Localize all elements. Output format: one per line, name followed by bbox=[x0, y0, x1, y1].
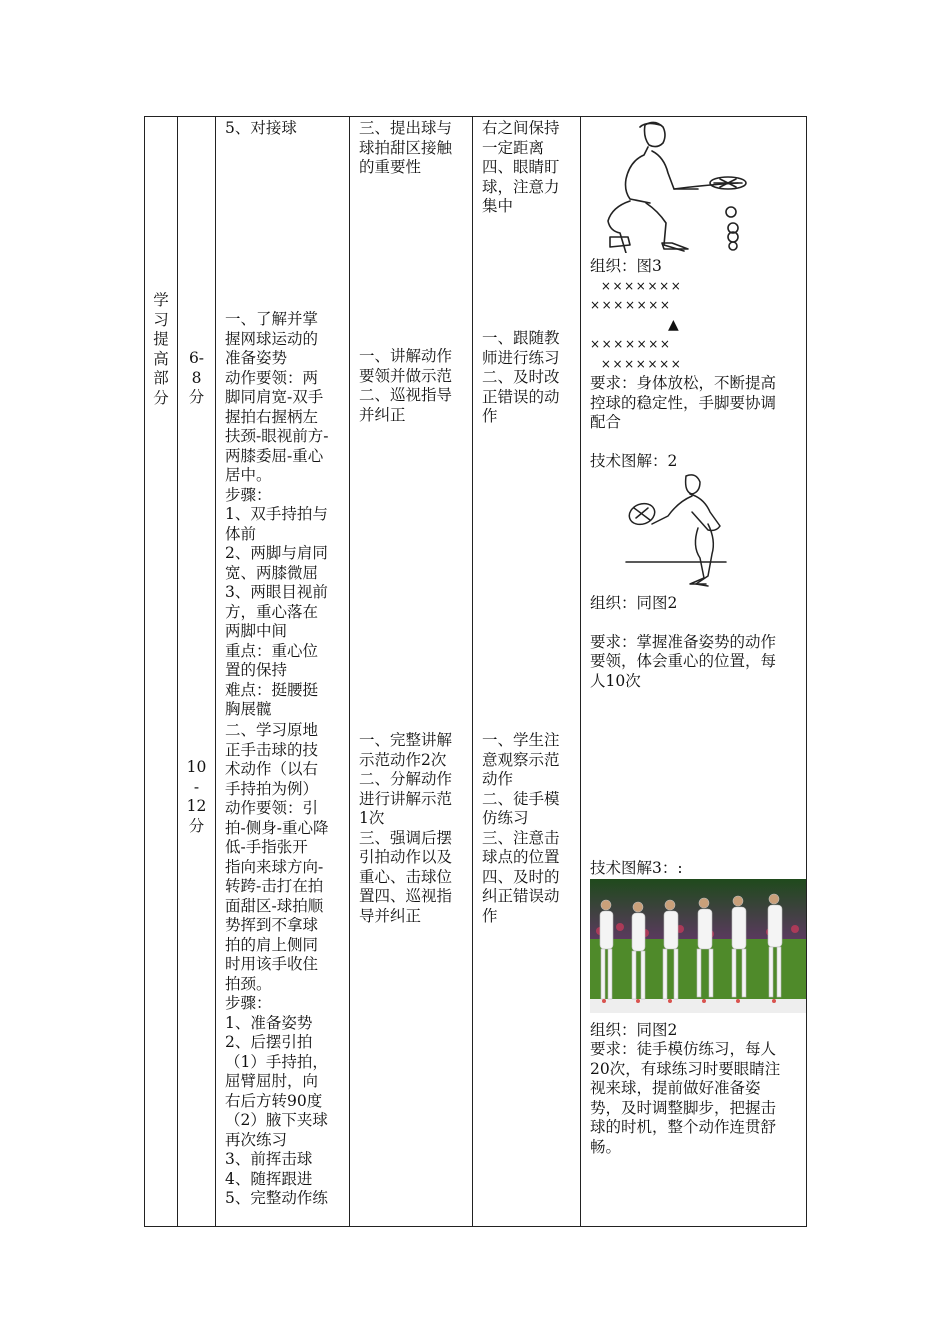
content-line: 3、前挥击球 bbox=[225, 1150, 313, 1168]
student-line: 作 bbox=[482, 407, 498, 425]
content-line: 转跨-击打在拍 bbox=[225, 877, 324, 895]
column-divider bbox=[177, 117, 178, 1226]
content-line: 2、两脚与肩同 bbox=[225, 544, 328, 562]
content-line: 术动作（以右 bbox=[225, 760, 319, 778]
requirement-line: 人10次 bbox=[590, 671, 641, 690]
content-line: 拍颈。 bbox=[225, 974, 272, 993]
content-line: 势挥到不拿球 bbox=[225, 916, 319, 934]
student-line: 动作 bbox=[482, 770, 514, 788]
content-line: 两脚中间 bbox=[225, 622, 288, 640]
content-block-forehand bbox=[225, 721, 341, 1209]
content-line: 一、了解并掌 bbox=[225, 310, 319, 328]
content-line: 拍-侧身-重心降 bbox=[225, 818, 329, 837]
teacher-line: 要领并做示范 bbox=[359, 366, 453, 385]
teacher-block-2 bbox=[359, 731, 466, 926]
content-line: 5、对接球 bbox=[225, 119, 297, 137]
requirement-line: 控球的稳定性，手脚要协调 bbox=[590, 393, 777, 412]
content-top bbox=[225, 119, 341, 139]
teacher-line: 进行讲解示范 bbox=[359, 789, 453, 808]
teacher-position-marker: ▲ bbox=[668, 316, 681, 333]
content-line: 3、两眼目视前 bbox=[225, 583, 328, 601]
section-label: 学 习 提 高 部 分 bbox=[153, 291, 169, 407]
content-line: 胸展髋 bbox=[225, 700, 272, 718]
teacher-line: 并纠正 bbox=[359, 405, 406, 424]
content-line: （2）腋下夹球 bbox=[225, 1111, 328, 1129]
requirement-3 bbox=[590, 1040, 802, 1157]
teacher-line: 示范动作2次 bbox=[359, 750, 447, 769]
technique-diagram-label-2: 技术图解：2 bbox=[590, 452, 678, 470]
time-text: 分 bbox=[188, 816, 205, 835]
column-divider bbox=[472, 117, 473, 1226]
forehand-sequence-photo bbox=[590, 879, 806, 1013]
time-text: 10 bbox=[186, 758, 207, 776]
teacher-line: 一、讲解动作 bbox=[359, 347, 453, 365]
teacher-top bbox=[359, 119, 466, 178]
content-line: 面甜区-球拍顺 bbox=[225, 896, 324, 915]
student-top bbox=[482, 119, 574, 217]
content-line: 二、学习原地 bbox=[225, 721, 319, 739]
student-line: 右之间保持 bbox=[482, 119, 560, 137]
requirement-line: 势，及时调整脚步，把握击 bbox=[590, 1098, 777, 1117]
content-line: 动作要领：引 bbox=[225, 799, 319, 817]
student-formation-row: ××××××× bbox=[590, 337, 672, 351]
student-line: 四、眼睛盯 bbox=[482, 158, 560, 176]
time-text: 8 bbox=[191, 368, 202, 387]
column-divider bbox=[580, 117, 581, 1226]
content-line: 握网球运动的 bbox=[225, 329, 319, 348]
student-line: 球点的位置 bbox=[482, 848, 560, 866]
student-line: 集中 bbox=[482, 197, 514, 215]
player-ready-position-sketch bbox=[590, 472, 802, 590]
student-line: 一定距离 bbox=[482, 138, 545, 157]
time-text: - bbox=[193, 777, 200, 796]
content-block-ready-stance bbox=[225, 310, 341, 720]
student-formation-row: ××××××× bbox=[590, 298, 672, 312]
content-line: 方，重心落在 bbox=[225, 602, 319, 621]
student-line: 仿练习 bbox=[482, 809, 529, 827]
teacher-line: 球拍甜区接触 bbox=[359, 138, 453, 157]
content-line: 扶颈-眼视前方- bbox=[225, 427, 329, 445]
content-line: 1、准备姿势 bbox=[225, 1013, 313, 1032]
content-line: 5、完整动作练 bbox=[225, 1189, 328, 1207]
content-line: 重点：重心位 bbox=[225, 641, 319, 660]
content-line: 再次练习 bbox=[225, 1130, 288, 1149]
student-formation-row: ××××××× bbox=[590, 278, 683, 293]
content-line: 4、随挥跟进 bbox=[225, 1169, 313, 1188]
requirement-line: 20次，有球练习时要眼睛注 bbox=[590, 1059, 781, 1078]
content-line: 宽、两膝微屈 bbox=[225, 563, 319, 582]
content-line: 低-手指张开 bbox=[225, 838, 308, 856]
content-line: 难点：挺腰挺 bbox=[225, 680, 319, 699]
content-line: 正手击球的技 bbox=[225, 740, 319, 759]
requirement-line: 要领，体会重心的位置，每 bbox=[590, 652, 777, 670]
requirement-line: 视来球，提前做好准备姿 bbox=[590, 1079, 761, 1097]
content-line: 右后方转90度 bbox=[225, 1091, 323, 1110]
student-line: 作 bbox=[482, 906, 498, 925]
teacher-line: 导并纠正 bbox=[359, 906, 422, 925]
teacher-line: 置四、巡视指 bbox=[359, 887, 453, 905]
content-line: 步骤： bbox=[225, 994, 272, 1012]
requirement-line: 要求：掌握准备姿势的动作 bbox=[590, 632, 777, 651]
content-line: 两膝委屈-重心 bbox=[225, 446, 324, 465]
time-text: 12 bbox=[186, 797, 207, 815]
content-line: 手持拍为例） bbox=[225, 779, 319, 798]
requirement-1 bbox=[590, 374, 802, 433]
requirement-line: 配合 bbox=[590, 413, 622, 431]
time-allocation-1 bbox=[178, 349, 215, 408]
requirement-line: 要求：徒手模仿练习，每人 bbox=[590, 1040, 777, 1058]
student-line: 二、及时改 bbox=[482, 368, 560, 386]
student-line: 纠正错误动 bbox=[482, 887, 560, 905]
content-line: 拍的肩上侧同 bbox=[225, 935, 319, 954]
organization-label-3: 组织：同图2 bbox=[590, 1020, 678, 1039]
content-line: 步骤： bbox=[225, 485, 272, 504]
requirement-line: 畅。 bbox=[590, 1137, 622, 1156]
teacher-block-1 bbox=[359, 347, 466, 425]
student-block-1 bbox=[482, 329, 574, 427]
content-line: 2、后摆引拍 bbox=[225, 1033, 313, 1051]
column-divider bbox=[215, 117, 216, 1226]
organization-label-2: 组织：同图2 bbox=[590, 593, 678, 612]
teacher-line: 二、分解动作 bbox=[359, 770, 453, 788]
technique-diagram-label-3: 技术图解3：: bbox=[590, 859, 683, 877]
time-allocation-2 bbox=[178, 758, 215, 836]
content-line: 握拍右握柄左 bbox=[225, 407, 319, 426]
content-line: 脚同肩宽-双手 bbox=[225, 388, 324, 406]
content-line: 居中。 bbox=[225, 466, 272, 484]
student-line: 意观察示范 bbox=[482, 750, 560, 769]
teacher-line: 的重要性 bbox=[359, 158, 422, 176]
teacher-line: 三、提出球与 bbox=[359, 119, 453, 137]
teacher-line: 引拍动作以及 bbox=[359, 848, 453, 866]
organization-column bbox=[590, 117, 802, 1157]
student-line: 师进行练习 bbox=[482, 348, 560, 367]
requirement-line: 要求：身体放松，不断提高 bbox=[590, 374, 777, 392]
content-line: 1、双手持拍与 bbox=[225, 505, 328, 523]
column-divider bbox=[349, 117, 350, 1226]
student-line: 一、学生注 bbox=[482, 731, 560, 749]
requirement-2 bbox=[590, 633, 802, 692]
organization-label-1: 组织：图3 bbox=[590, 257, 662, 275]
player-ready-stance-sketch bbox=[590, 117, 750, 253]
requirement-line: 球的时机，整个动作连贯舒 bbox=[590, 1118, 777, 1136]
content-line: 准备姿势 bbox=[225, 349, 288, 367]
time-text: 6- bbox=[188, 349, 205, 367]
student-line: 球，注意力 bbox=[482, 177, 560, 196]
content-line: 时用该手收住 bbox=[225, 955, 319, 973]
time-text: 分 bbox=[188, 388, 205, 406]
student-line: 一、跟随教 bbox=[482, 329, 560, 347]
student-line: 正错误的动 bbox=[482, 387, 560, 406]
student-line: 三、注意击 bbox=[482, 828, 560, 847]
content-line: 屈臂屈肘，向 bbox=[225, 1072, 319, 1090]
teacher-line: 1次 bbox=[359, 809, 385, 827]
content-line: （1）手持拍， bbox=[225, 1052, 328, 1071]
teacher-line: 三、强调后摆 bbox=[359, 828, 453, 847]
student-block-2 bbox=[482, 731, 574, 926]
student-line: 二、徒手模 bbox=[482, 789, 560, 808]
lesson-table bbox=[144, 116, 807, 1227]
content-line: 体前 bbox=[225, 524, 257, 543]
teacher-line: 一、完整讲解 bbox=[359, 731, 453, 749]
student-line: 四、及时的 bbox=[482, 867, 560, 886]
content-line: 动作要领：两 bbox=[225, 368, 319, 387]
content-line: 指向来球方向- bbox=[225, 857, 324, 876]
formation-diagram bbox=[590, 277, 802, 375]
teacher-line: 二、巡视指导 bbox=[359, 386, 453, 404]
student-formation-row: ××××××× bbox=[590, 356, 683, 371]
teacher-line: 重心、击球位 bbox=[359, 867, 453, 886]
content-line: 置的保持 bbox=[225, 661, 288, 679]
